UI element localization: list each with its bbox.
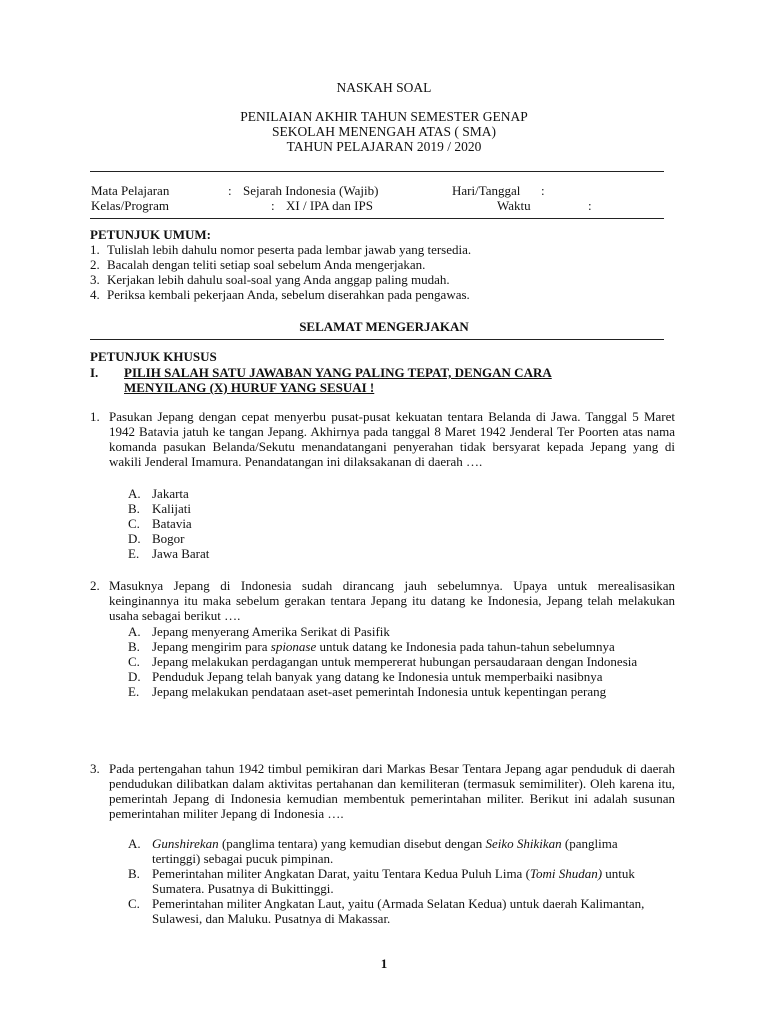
question-3-options [128, 836, 648, 926]
list-item: 3. Kerjakan lebih dahulu soal-soal yang Anda anggap paling mudah. [90, 272, 450, 287]
question-1-options [128, 486, 668, 561]
list-item: 2. Bacalah dengan teliti setiap soal sebelum Anda mengerjakan. [90, 257, 426, 272]
question-text: Pada pertengahan tahun 1942 timbul pemikiran dari Markas Besar Tentara Jepang agar penduduk di daerah pendudukan dilibatkan dalam aktivitas pertahanan dan kemiliteran (termasuk semimiliter). Oleh karena itu, pemerintah Jepang di Indonesia kemudian membentuk pemerintahan militer. Berikut ini adalah susunan pemerintahan militer Jepang di Indonesia …. [109, 761, 675, 821]
page-number: 1 [380, 956, 388, 971]
subject-colon: : [228, 183, 232, 198]
option-d: D. Penduduk Jepang telah banyak yang datang ke Indonesia untuk memperbaiki nasibnya [128, 669, 603, 684]
option-a: A. Jepang menyerang Amerika Serikat di Pasifik [128, 624, 390, 639]
option-e: E. Jepang melakukan pendataan aset-aset pemerintah Indonesia untuk kepentingan perang [128, 684, 607, 699]
option-c: C. Batavia [128, 516, 192, 531]
divider-top [90, 171, 664, 172]
time-colon: : [588, 198, 592, 213]
question-text: Masuknya Jepang di Indonesia sudah dirancang jauh sebelumnya. Upaya untuk merealisasikan keinginannya itu maka sebelum gerakan tentara Jepang itu datang ke Indonesia, Jepang telah melakukan usaha sebagai berikut …. [109, 578, 675, 623]
day-colon: : [541, 183, 545, 198]
section-number: I. [90, 365, 99, 380]
list-item: 4. Periksa kembali pekerjaan Anda, sebelum diserahkan pada pengawas. [90, 287, 470, 302]
question-number: 2. [90, 578, 100, 593]
header-line-1: PENILAIAN AKHIR TAHUN SEMESTER GENAP [240, 109, 528, 124]
class-value: XI / IPA dan IPS [286, 198, 373, 213]
question-number: 1. [90, 409, 100, 424]
header-line-2: SEKOLAH MENENGAH ATAS ( SMA) [272, 124, 496, 139]
option-b: B. Pemerintahan militer Angkatan Darat, yaitu Tentara Kedua Puluh Lima (Tomi Shudan) untuk Sumatera. Pusatnya di Bukittinggi. [128, 866, 635, 896]
time-label: Waktu [497, 198, 531, 213]
option-b: B. Kalijati [128, 501, 191, 516]
option-a: A. Gunshirekan (panglima tentara) yang kemudian disebut dengan Seiko Shikikan (panglima tertinggi) sebagai pucuk pimpinan. [128, 836, 618, 866]
subject-value: Sejarah Indonesia (Wajib) [243, 183, 379, 198]
special-instructions-heading: PETUNJUK KHUSUS [90, 349, 217, 364]
question-2-options [128, 624, 688, 699]
general-instructions-heading: PETUNJUK UMUM: [90, 227, 211, 242]
divider-info [90, 218, 664, 219]
option-a: A. Jakarta [128, 486, 189, 501]
option-e: E. Jawa Barat [128, 546, 210, 561]
day-label: Hari/Tanggal [452, 183, 521, 198]
general-instructions-list [90, 242, 670, 302]
header-line-3: TAHUN PELAJARAN 2019 / 2020 [286, 139, 482, 154]
subject-label: Mata Pelajaran [91, 183, 170, 198]
list-item: 1. Tulislah lebih dahulu nomor peserta pada lembar jawab yang tersedia. [90, 242, 472, 257]
question-2 [90, 578, 675, 623]
question-number: 3. [90, 761, 100, 776]
option-c: C. Jepang melakukan perdagangan untuk mempererat hubungan persaudaraan dengan Indonesia [128, 654, 638, 669]
question-3 [90, 761, 675, 821]
question-text: Pasukan Jepang dengan cepat menyerbu pusat-pusat kekuatan tentara Belanda di Jawa. Tanggal 5 Maret 1942 Batavia jatuh ke tangan Jepang. Akhirnya pada tanggal 8 Maret 1942 Jenderal Ter Poorten atas nama komanda pasukan Belanda/Sekutu menandatangani penyerahan tidak bersyarat kepada Jepang yang di wakili Jenderal Imamura. Penandatangan ini dilaksakanan di daerah …. [109, 409, 675, 469]
class-colon: : [271, 198, 275, 213]
divider-special [90, 339, 664, 340]
option-b: B. Jepang mengirim para spionase untuk datang ke Indonesia pada tahun-tahun sebelumnya [128, 639, 615, 654]
section-instruction-line-2: MENYILANG (X) HURUF YANG SESUAI ! [124, 380, 375, 395]
greeting: SELAMAT MENGERJAKAN [299, 319, 469, 334]
option-c: C. Pemerintahan militer Angkatan Laut, yaitu (Armada Selatan Kedua) untuk daerah Kalimantan, Sulawesi, dan Maluku. Pusatnya di Makassar. [128, 896, 645, 926]
section-instruction-line-1: PILIH SALAH SATU JAWABAN YANG PALING TEPAT, DENGAN CARA [124, 365, 552, 380]
document-title: NASKAH SOAL [336, 80, 432, 95]
class-label: Kelas/Program [91, 198, 169, 213]
question-1 [90, 409, 675, 469]
option-d: D. Bogor [128, 531, 185, 546]
